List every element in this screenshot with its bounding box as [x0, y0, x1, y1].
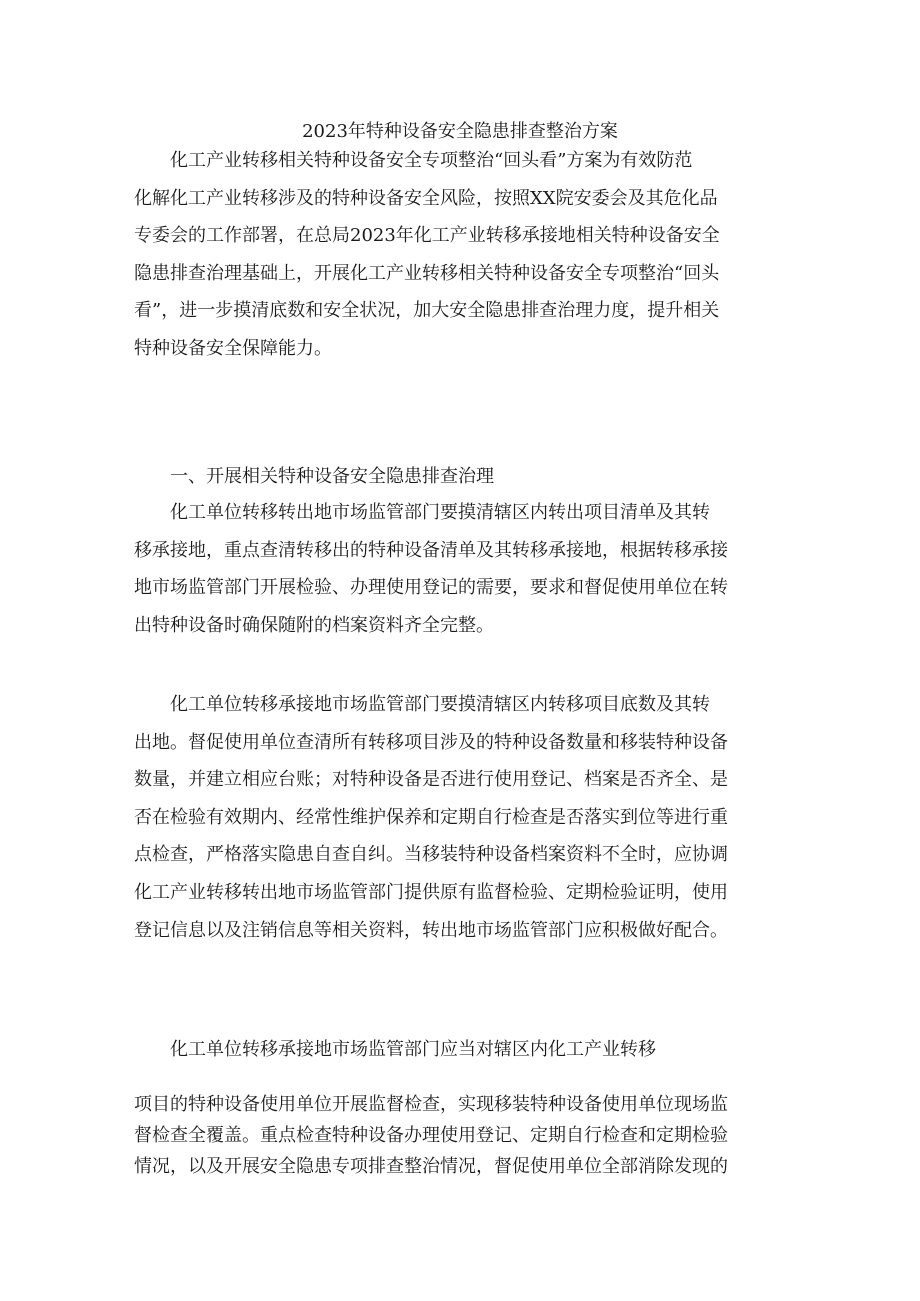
paragraph-1: 化工单位转移转出地市场监管部门要摸清辖区内转出项目清单及其转 移承接地，重点查清转移出的特种设备清单及其转移承接地，根据转移承接 地市场监管部门开展检验、办理使用登记的需要，要求和督促使用单位在转 出特种设备时确保随附的档案资料齐全完整。	[134, 502, 728, 636]
intro-paragraph: 化工产业转移相关特种设备安全专项整治“回头看”方案为有效防范 化解化工产业转移涉及的特种设备安全风险，按照XX院安委会及其危化品 专委会的工作部署，在总局2023年化工产业转移承接地相关特种设备安全 隐患排查治理基础上，开展化工产业转移相关特种设备安全专项整治“回头 看”，进一步摸清底数和安全状况，加大安全隐患排查治理力度，提升相关 特种设备安全保障能力。	[134, 150, 720, 359]
document-title: 2023年特种设备安全隐患排查整治方案	[302, 121, 618, 142]
paragraph-2: 化工单位转移承接地市场监管部门要摸清辖区内转移项目底数及其转 出地。督促使用单位查清所有转移项目涉及的特种设备数量和移装特种设备 数量，并建立相应台账；对特种设备是否进行使用登记、档案是否齐全、是 否在检验有效期内、经常性维护保养和定期自行检查是否落实到位等进行重 点检查，严格落实隐患自查自纠。当移装特种设备档案资料不全时，应协调 化工产业转移转出地市场监管部门提供原有监督检验、定期检验证明，使用 登记信息以及注销信息等相关资料，转出地市场监管部门应积极做好配合。	[134, 694, 728, 941]
section-heading-1: 一、开展相关特种设备安全隐患排查治理	[134, 466, 494, 487]
paragraph-3-lead: 化工单位转移承接地市场监管部门应当对辖区内化工产业转移	[134, 1039, 656, 1060]
paragraph-3-body: 项目的特种设备使用单位开展监督检查，实现移装特种设备使用单位现场监 督检查全覆盖。重点检查特种设备办理使用登记、定期自行检查和定期检验 情况，以及开展安全隐患专项排查整治情况，督促使用单位全部消除发现的	[134, 1094, 728, 1177]
